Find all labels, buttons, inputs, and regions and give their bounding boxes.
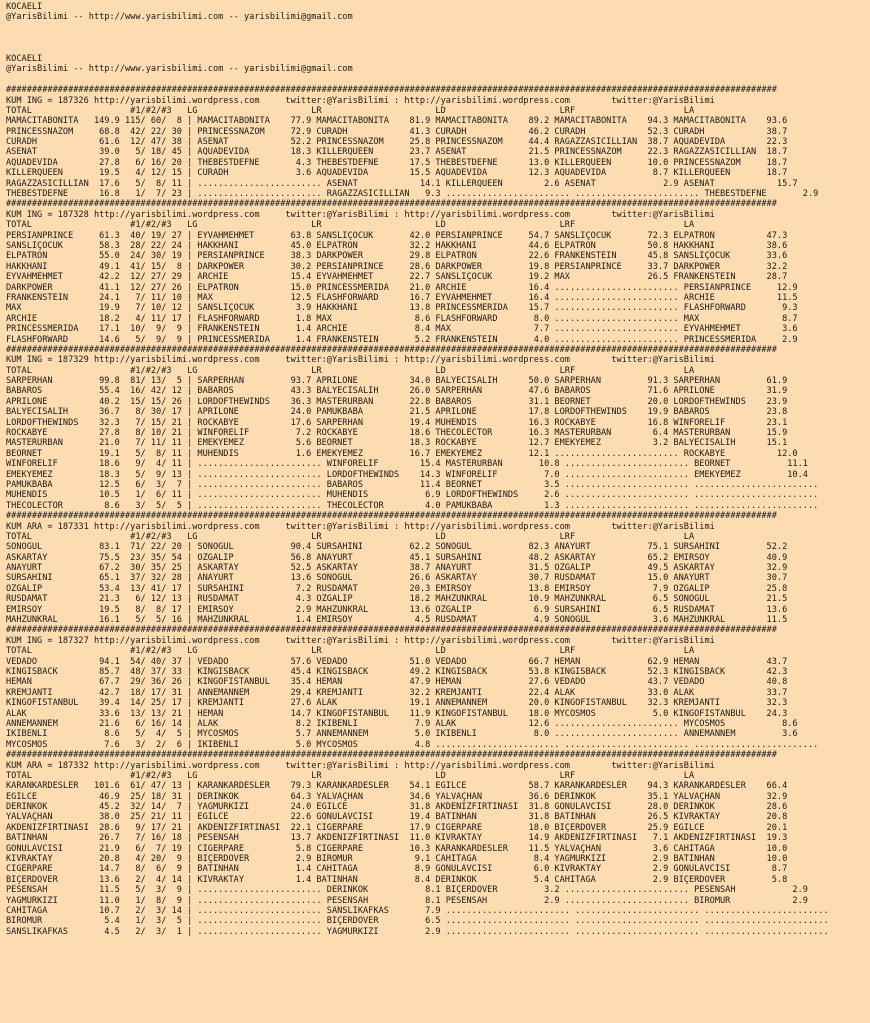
document-line: ##################################################################################################################################################### [6, 625, 777, 636]
document-line: ANNEMANNEM 21.6 6/ 16/ 14 | ALAK 8.2 IKIBENLI 7.9 ALAK 12.6 ........................ MYCOSMOS 8.6 [6, 718, 798, 729]
document-line: THECOLECTOR 8.6 3/ 5/ 5 | ........................ THECOLECTOR 4.0 PAMUKBABA 1.3 ........................ ........................ [6, 500, 819, 511]
document-line: KREMJANTI 42.7 18/ 17/ 31 | ANNEMANNEM 29.4 KREMJANTI 32.2 KREMJANTI 22.4 ALAK 33.0 ALAK 33.7 [6, 687, 788, 698]
document-line: KOCAELI [6, 2, 43, 12]
document-line: KUM ARA = 187331 http://yarisbilimi.wordpress.com twitter:@YarisBilimi : http://yarisbilimi.wordpress.com twitter:@YarisBilimi [6, 521, 715, 532]
document-line: ##################################################################################################################################################### [6, 750, 777, 761]
document-line: ##################################################################################################################################################### [6, 511, 777, 522]
document-line: RAGAZZASICILLIAN 17.6 5/ 8/ 11 | ........................ ASENAT 14.1 KILLERQUEEN 2.6 ASENAT 2.9 ASENAT 15.7 [6, 178, 798, 189]
document-line: WINFORELIF 18.6 9/ 4/ 11 | ........................ WINFORELIF 15.4 MASTERURBAN 10.8 ........................ BEORNET 11.1 [6, 459, 808, 470]
document-line: LORDOFTHEWINDS 32.3 7/ 15/ 21 | ROCKABYE 17.6 SARPERHAN 19.4 MÜHENDIS 16.3 ROCKABYE 16.8 WINFORELIF 23.1 [6, 417, 788, 428]
document-line: PAMUKBABA 12.5 6/ 3/ 7 | ........................ BABAROS 11.4 BEORNET 3.5 ........................ ........................ [6, 479, 819, 490]
document-line: KIVRAKTAY 20.8 4/ 20/ 9 | BIÇERDÖVER 2.9 BIRÖMÜR 9.1 CAHITAGA 8.4 YAGMURKIZI 2.9 BATINHAN 10.0 [6, 854, 788, 865]
document-line: SURSAHINI 65.1 37/ 32/ 28 | ANAYURT 13.6 SONOGUL 26.6 ASKARTAY 30.7 RUSDAMAT 15.0 ANAYURT 30.7 [6, 573, 788, 584]
document-line: ARCHIE 18.2 4/ 11/ 17 | FLASHFORWARD 1.8 MAX 8.6 FLASHFORWARD 8.0 ........................ MAX 8.7 [6, 313, 798, 324]
document-line: KILLERQUEEN 19.5 4/ 12/ 15 | CURADH 3.6 AQUADEVIDA 15.5 AQUADEVIDA 12.3 AQUADEVIDA 8.7 KILLERQUEEN 18.7 [6, 168, 788, 179]
document-line: SONOGUL 83.1 71/ 22/ 20 | SONOGUL 90.4 SURSAHINI 62.2 SONOGUL 82.3 ANAYURT 75.1 SURSAHINI 52.2 [6, 542, 788, 553]
document-line: CAHITAGA 10.7 2/ 3/ 14 | ........................ SANSLIKAFKAS 7.9 ........................ ........................ ........................ [6, 905, 829, 916]
document-line: ELPATRON 55.0 24/ 30/ 19 | PERSIANPRINCE 38.3 DARKPOWER 29.8 ELPATRON 22.6 FRANKENSTEIN 45.8 SANSLIÇOCUK 33.6 [6, 251, 788, 262]
document-line: MAHZUNKRAL 16.1 5/ 5/ 16 | MAHZUNKRAL 1.4 EMIRSOY 4.5 RUSDAMAT 4.9 SONOGUL 3.6 MAHZUNKRAL 11.5 [6, 615, 788, 626]
document-line: TOTAL #1/#2/#3 LG LR LD LRF LA [6, 646, 695, 657]
document-line: EMEKYEMEZ 18.3 5/ 9/ 13 | ........................ LORDOFTHEWINDS 14.3 WINFORELIF 7.0 ........................ EMEKYEMEZ 10.4 [6, 469, 808, 480]
document-line: MAX 19.9 7/ 10/ 12 | SANSLIÇOCUK 3.9 HAKKHANI 13.8 PRINCESSMERIDA 15.7 ........................ FLASHFORWARD 9.3 [6, 303, 798, 314]
document-line: KINGISBACK 85.7 48/ 37/ 33 | KINGISBACK 45.4 KINGISBACK 49.2 KINGISBACK 53.8 KINGISBACK 52.3 KINGISBACK 42.3 [6, 667, 788, 677]
document-line: DARKPOWER 41.1 12/ 27/ 26 | ELPATRON 15.0 PRINCESSMERIDA 21.0 ARCHIE 16.4 ........................ PERSIANPRINCE 12.9 [6, 282, 798, 293]
document-line: @YarisBilimi -- http://www.yarisbilimi.com -- yarisbilimi@gmail.com [6, 64, 353, 75]
document-line: AKDENIZFIRTINASI 28.6 9/ 17/ 21 | AKDENIZFIRTINASI 22.1 CIGERPARE 17.9 CIGERPARE 18.0 BIÇERDÖVER 25.9 EGILCE 20.1 [6, 822, 788, 833]
document-line: CIGERPARE 14.7 8/ 6/ 9 | BATINHAN 1.4 CAHITAGA 8.9 GÖNÜLAVCISI 6.0 KIVRAKTAY 2.9 GÖNÜLAVCISI 8.7 [6, 864, 788, 875]
document-line: EMIRSOY 19.5 8/ 8/ 17 | EMIRSOY 2.9 MAHZUNKRAL 13.6 ÖZGALIP 6.9 SURSAHINI 6.5 RUSDAMAT 13.6 [6, 604, 788, 615]
document-line: PRINCESSNAZOM 68.8 42/ 22/ 30 | PRINCESSNAZOM 72.9 CURADH 41.3 CURADH 46.2 CURADH 52.3 CURADH 38.7 [6, 126, 788, 137]
document-line: MASTERURBAN 21.0 7/ 11/ 11 | EMEKYEMEZ 5.6 BEORNET 18.3 ROCKABYE 12.7 EMEKYEMEZ 3.2 BALYECISALIH 15.1 [6, 438, 788, 449]
document-line: KUM ING = 187327 http://yarisbilimi.wordpress.com twitter:@YarisBilimi : http://yarisbilimi.wordpress.com twitter:@YarisBilimi [6, 635, 715, 646]
document-line: TOTAL #1/#2/#3 LG LR LD LRF LA [6, 220, 695, 231]
document-line: KOCAELI [6, 53, 43, 64]
document-line: KARANKARDESLER 101.6 61/ 47/ 13 | KARANKARDESLER 79.3 KARANKARDESLER 54.1 EGILCE 58.7 KARANKARDESLER 94.3 KARANKARDESLER 66.4 [6, 781, 788, 792]
document-line: KINGOFISTANBUL 39.4 14/ 25/ 17 | KREMJANTI 27.6 ALAK 19.1 ANNEMANNEM 20.0 KINGOFISTANBUL 32.3 KREMJANTI 32.3 [6, 698, 788, 709]
document-line: HAKKHANI 49.1 41/ 15/ 8 | DARKPOWER 30.2 PERSIANPRINCE 28.6 DARKPOWER 19.8 PERSIANPRINCE 33.7 DARKPOWER 32.2 [6, 261, 788, 272]
document-line: MÜHENDIS 10.5 1/ 6/ 11 | ........................ MÜHENDIS 6.9 LORDOFTHEWINDS 2.6 ........................ ........................ [6, 490, 819, 501]
document-line [6, 33, 864, 43]
document-line: FLASHFORWARD 14.6 5/ 9/ 9 | PRINCESSMERIDA 1.4 FRANKENSTEIN 5.2 FRANKENSTEIN 4.0 ........................ PRINCESSMERIDA 2.9 [6, 334, 798, 345]
document-line: BABAROS 55.4 16/ 42/ 12 | BABAROS 43.3 BALYECISALIH 26.0 SARPERHAN 47.6 BABAROS 71.6 APRILONE 31.9 [6, 386, 788, 397]
document-line: BATINHAN 26.7 7/ 16/ 18 | PESENSAH 13.7 AKDENIZFIRTINASI 11.0 KIVRAKTAY 14.9 AKDENIZFIRTINASI 7.1 AKDENIZFIRTINASI 19.3 [6, 833, 788, 844]
document-line: TOTAL #1/#2/#3 LG LR LD LRF LA [6, 105, 695, 116]
document-line: CURADH 61.6 12/ 47/ 38 | ASENAT 52.2 PRINCESSNAZOM 25.8 PRINCESSNAZOM 44.4 RAGAZZASICILLIAN 38.7 AQUADEVIDA 22.3 [6, 137, 788, 148]
document-line: VEDADO 94.1 54/ 40/ 37 | VEDADO 57.6 VEDADO 51.0 VEDADO 66.7 HEMAN 62.9 HEMAN 43.7 [6, 656, 788, 667]
document-line: IKIBENLI 8.6 5/ 4/ 5 | MYCOSMOS 5.7 ANNEMANNEM 5.0 IKIBENLI 8.0 ........................ ANNEMANNEM 3.6 [6, 729, 798, 740]
document-line: AQUADEVIDA 27.8 6/ 16/ 20 | THEBESTDEFNE 4.3 THEBESTDEFNE 17.5 THEBESTDEFNE 13.0 KILLERQUEEN 10.0 PRINCESSNAZOM 18.7 [6, 157, 788, 168]
document-line: BALYECISALIH 36.7 8/ 30/ 17 | APRILONE 24.0 PAMUKBABA 21.5 APRILONE 17.8 LORDOFTHEWINDS 19.9 BABAROS 23.8 [6, 407, 788, 418]
document-line: TOTAL #1/#2/#3 LG LR LD LRF LA [6, 770, 695, 781]
document-line: DERINKÖK 45.2 32/ 14/ 7 | YAGMURKIZI 24.0 EGILCE 31.8 AKDENIZFIRTINASI 31.8 GÖNÜLAVCISI 28.0 DERINKÖK 28.6 [6, 802, 788, 813]
document-line: PRINCESSMERIDA 17.1 10/ 9/ 9 | FRANKENSTEIN 1.4 ARCHIE 8.4 MAX 7.7 ........................ EYVAHMEHMET 3.6 [6, 324, 798, 335]
document-line: ##################################################################################################################################################### [6, 199, 777, 210]
document-line: ROCKABYE 27.8 8/ 10/ 21 | WINFORELIF 7.2 ROCKABYE 18.6 THECOLECTOR 16.3 MASTERURBAN 6.4 MASTERURBAN 15.9 [6, 428, 788, 439]
document-line: KUM ARA = 187332 http://yarisbilimi.wordpress.com twitter:@YarisBilimi : http://yarisbilimi.wordpress.com twitter:@YarisBilimi [6, 760, 715, 771]
document-line: TOTAL #1/#2/#3 LG LR LD LRF LA [6, 365, 695, 376]
document-line: ALAK 33.6 13/ 13/ 21 | HEMAN 14.7 KINGOFISTANBUL 11.9 KINGOFISTANBUL 18.0 MYCOSMOS 5.0 KINGOFISTANBUL 24.3 [6, 708, 788, 719]
document-line: FRANKENSTEIN 24.1 7/ 11/ 10 | MAX 12.5 FLASHFORWARD 16.7 EYVAHMEHMET 16.4 ........................ ARCHIE 11.5 [6, 292, 798, 303]
document-line: MYCOSMOS 7.6 3/ 2/ 6 | IKIBENLI 5.0 MYCOSMOS 4.8 ........................ ........................ ........................ [6, 739, 819, 750]
document-line: PESENSAH 11.5 5/ 3/ 9 | ........................ DERINKÖK 8.1 BIÇERDÖVER 3.2 ........................ PESENSAH 2.9 [6, 885, 808, 896]
document-line: MAMACITABONITA 149.9 115/ 60/ 8 | MAMACITABONITA 77.9 MAMACITABONITA 81.9 MAMACITABONITA 89.2 MAMACITABONITA 94.3 MAMACITABONITA 93.6 [6, 116, 788, 127]
document-line [6, 23, 864, 33]
document-line: THEBESTDEFNE 16.8 1/ 7/ 23 | ........................ RAGAZZASICILLIAN 9.3 ........................ ........................ THEBESTDEFNE 2.9 [6, 189, 819, 200]
document-line [6, 44, 864, 54]
document-line: ##################################################################################################################################################### [6, 85, 777, 96]
document-line: KUM ING = 187329 http://yarisbilimi.wordpress.com twitter:@YarisBilimi : http://yarisbilimi.wordpress.com twitter:@YarisBilimi [6, 355, 715, 366]
document-line: KUM ING = 187326 http://yarisbilimi.wordpress.com twitter:@YarisBilimi : http://yarisbilimi.wordpress.com twitter:@YarisBilimi [6, 95, 715, 106]
document-line: TOTAL #1/#2/#3 LG LR LD LRF LA [6, 531, 695, 542]
document-line: SANSLIÇOCUK 58.3 28/ 22/ 24 | HAKKHANI 45.0 ELPATRON 32.2 HAKKHANI 44.6 ELPATRON 50.8 HAKKHANI 38.6 [6, 240, 788, 251]
document-line: SARPERHAN 99.8 81/ 13/ 5 | SARPERHAN 93.7 APRILONE 34.0 BALYECISALIH 50.0 SARPERHAN 91.3 SARPERHAN 61.9 [6, 376, 788, 387]
document-line: APRILONE 40.2 15/ 15/ 26 | LORDOFTHEWINDS 36.3 MASTERURBAN 22.8 BABAROS 31.1 BEORNET 20.0 LORDOFTHEWINDS 23.9 [6, 396, 788, 407]
document-line: HEMAN 67.7 29/ 36/ 26 | KINGOFISTANBUL 35.4 HEMAN 47.9 HEMAN 27.6 VEDADO 43.7 VEDADO 40.8 [6, 677, 788, 688]
document-line: YALVAÇHAN 38.0 25/ 21/ 11 | EGILCE 22.6 GÖNÜLAVCISI 19.4 BATINHAN 31.8 BATINHAN 26.5 KIVRAKTAY 20.8 [6, 812, 788, 823]
document-line: ##################################################################################################################################################### [6, 344, 777, 355]
document-line [6, 75, 864, 85]
document-line: EGILCE 46.9 25/ 18/ 31 | DERINKÖK 64.3 YALVAÇHAN 34.6 YALVAÇHAN 36.6 DERINKÖK 35.1 YALVAÇHAN 32.9 [6, 791, 788, 802]
document-line: BIRÖMÜR 5.4 1/ 3/ 5 | ........................ BIÇERDÖVER 6.5 ........................ ........................ ........................ [6, 916, 829, 927]
document-line: GÖNÜLAVCISI 21.9 6/ 7/ 19 | CIGERPARE 5.8 CIGERPARE 10.3 KARANKARDESLER 11.5 YALVAÇHAN 3.6 CAHITAGA 10.0 [6, 843, 788, 854]
document-line: ANAYURT 67.2 30/ 35/ 25 | ASKARTAY 52.5 ASKARTAY 38.7 ANAYURT 31.5 ÖZGALIP 49.5 ASKARTAY 32.9 [6, 563, 788, 574]
document-line: @YarisBilimi -- http://www.yarisbilimi.com -- yarisbilimi@gmail.com [6, 12, 353, 23]
document-line: ÖZGALIP 53.4 13/ 41/ 17 | SURSAHINI 7.2 RUSDAMAT 20.3 EMIRSOY 13.8 EMIRSOY 7.9 ÖZGALIP 25.8 [6, 583, 788, 594]
document-line: ASKARTAY 75.5 23/ 35/ 54 | ÖZGALIP 56.8 ANAYURT 45.1 SURSAHINI 48.2 ASKARTAY 65.2 EMIRSOY 40.9 [6, 552, 788, 563]
document-line: BIÇERDÖVER 13.6 2/ 4/ 14 | KIVRAKTAY 1.4 BATINHAN 8.4 DERINKÖK 5.4 CAHITAGA 2.9 BIÇERDÖVER 5.8 [6, 874, 788, 885]
document-line: KUM ING = 187328 http://yarisbilimi.wordpress.com twitter:@YarisBilimi : http://yarisbilimi.wordpress.com twitter:@YarisBilimi [6, 209, 715, 220]
document-line: ASENAT 39.0 5/ 18/ 45 | AQUADEVIDA 18.3 KILLERQUEEN 23.7 ASENAT 21.5 PRINCESSNAZOM 22.3 RAGAZZASICILLIAN 18.7 [6, 147, 788, 158]
document-line: SANSLIKAFKAS 4.5 2/ 3/ 1 | ........................ YAGMURKIZI 2.9 ........................ ........................ ........................ [6, 926, 829, 937]
document-line: EYVAHMEHMET 42.2 12/ 27/ 29 | ARCHIE 15.4 EYVAHMEHMET 22.7 SANSLIÇOCUK 19.2 MAX 26.5 FRANKENSTEIN 28.7 [6, 272, 788, 283]
document-line: BEORNET 19.1 5/ 8/ 11 | MÜHENDIS 1.6 EMEKYEMEZ 16.7 EMEKYEMEZ 12.1 ........................ ROCKABYE 12.0 [6, 448, 798, 459]
document-line: YAGMURKIZI 11.0 1/ 8/ 9 | ........................ PESENSAH 8.1 PESENSAH 2.9 ........................ BIRÖMÜR 2.9 [6, 895, 808, 906]
document-line: PERSIANPRINCE 61.3 40/ 19/ 27 | EYVAHMEHMET 63.8 SANSLIÇOCUK 42.0 PERSIANPRINCE 54.7 SANSLIÇOCUK 72.3 ELPATRON 47.3 [6, 230, 788, 241]
document-line: RUSDAMAT 21.3 6/ 12/ 13 | RUSDAMAT 4.3 ÖZGALIP 18.2 MAHZUNKRAL 10.9 MAHZUNKRAL 6.5 SONOGUL 21.5 [6, 594, 788, 605]
